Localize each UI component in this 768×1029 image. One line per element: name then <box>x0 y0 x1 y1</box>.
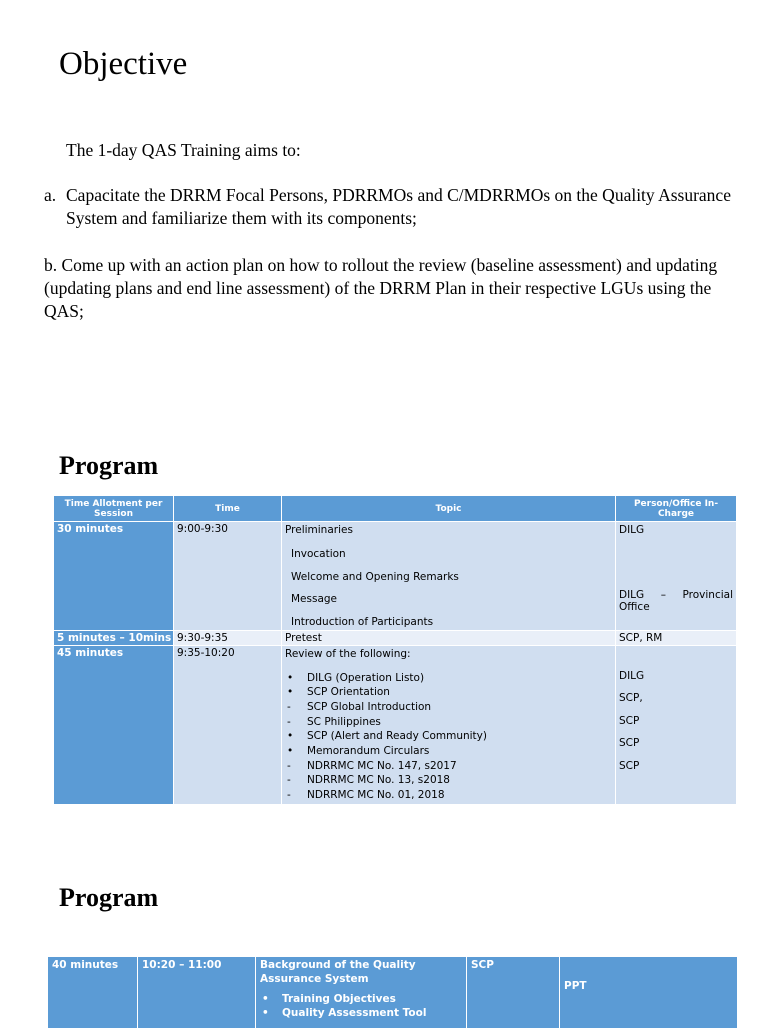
objective-item-a-text: Capacitate the DRRM Focal Persons, PDRRMOs and C/MDRRMOs on the Quality Assurance System and familiarize them with its components; <box>66 185 731 228</box>
objective-heading: Objective <box>59 46 188 82</box>
row1-topic-line: Message <box>291 593 338 605</box>
row4-time: 10:20 – 11:00 <box>138 957 256 1029</box>
row3-person-line: SCP <box>619 759 640 772</box>
list-item: - NDRRMC MC No. 13, s2018 <box>287 774 450 787</box>
row3-person-line: SCP <box>619 714 640 727</box>
header-time-allotment: Time Allotment per Session <box>54 496 174 522</box>
row4-person: SCP <box>467 957 560 1029</box>
list-item: - NDRRMC MC No. 01, 2018 <box>287 789 445 801</box>
header-topic: Topic <box>282 496 616 522</box>
table-row <box>54 645 737 804</box>
row1-topic-line: Invocation <box>291 548 346 560</box>
row3-person-line: DILG <box>619 669 645 682</box>
row2-allotment: 5 minutes – 10mins <box>54 630 174 645</box>
row1-topic <box>282 522 616 631</box>
row4-allotment: 40 minutes <box>48 957 138 1029</box>
row2-topic: Pretest <box>282 630 616 645</box>
header-time: Time <box>174 496 282 522</box>
row2-person: SCP, RM <box>616 630 737 645</box>
row4-topic-list <box>260 992 462 1020</box>
row1-person-top: DILG <box>619 524 645 536</box>
objective-item-a <box>44 184 734 230</box>
row1-time: 9:00-9:30 <box>174 522 282 631</box>
program-heading-1: Program <box>59 451 159 480</box>
objective-item-b: b. Come up with an action plan on how to rollout the review (baseline assessment) and updating (updating plans and end line assessment) of the DRRM Plan in their respective LGUs using the QAS; <box>44 255 718 321</box>
row1-topic-line: Preliminaries <box>285 524 353 536</box>
row3-topic-title: Review of the following: <box>285 647 411 660</box>
list-item: • Quality Assessment Tool <box>262 1007 427 1019</box>
review-list <box>285 671 612 803</box>
program-heading-2: Program <box>59 883 159 912</box>
list-item: • DILG (Operation Listo) <box>287 671 425 684</box>
row3-person <box>616 645 737 804</box>
row4-materials: PPT <box>560 957 738 1029</box>
row3-person-line: SCP <box>619 737 640 749</box>
row3-topic <box>282 645 616 804</box>
table-row <box>48 957 738 1029</box>
row1-topic-line: Welcome and Opening Remarks <box>291 570 459 583</box>
table-header-row <box>54 496 737 522</box>
row4-topic-title: Background of the Quality Assurance System <box>260 959 416 985</box>
row1-person-mid: DILG – Provincial Office <box>619 589 733 613</box>
row1-person <box>616 522 737 631</box>
list-item: • Memorandum Circulars <box>287 744 430 757</box>
header-person-in-charge: Person/Office In-Charge <box>616 496 737 522</box>
program-table-2 <box>47 956 738 1029</box>
objective-item-a-marker: a. <box>44 185 57 205</box>
list-item: • SCP (Alert and Ready Community) <box>287 730 487 743</box>
row4-topic <box>256 957 467 1029</box>
row2-time: 9:30-9:35 <box>174 630 282 645</box>
objective-intro: The 1-day QAS Training aims to: <box>66 140 301 160</box>
program-table-1 <box>53 495 737 805</box>
list-item: - SC Philippines <box>287 715 381 728</box>
table-row <box>54 522 737 631</box>
row1-topic-line: Introduction of Participants <box>291 615 434 628</box>
list-item: - SCP Global Introduction <box>287 700 432 713</box>
table-row <box>54 630 737 645</box>
list-item: • Training Objectives <box>262 993 396 1005</box>
row3-time: 9:35-10:20 <box>174 645 282 804</box>
row1-allotment: 30 minutes <box>54 522 174 631</box>
list-item: - NDRRMC MC No. 147, s2017 <box>287 759 457 772</box>
row3-person-line: SCP, <box>619 692 643 704</box>
list-item: • SCP Orientation <box>287 686 390 699</box>
row3-allotment: 45 minutes <box>54 645 174 804</box>
